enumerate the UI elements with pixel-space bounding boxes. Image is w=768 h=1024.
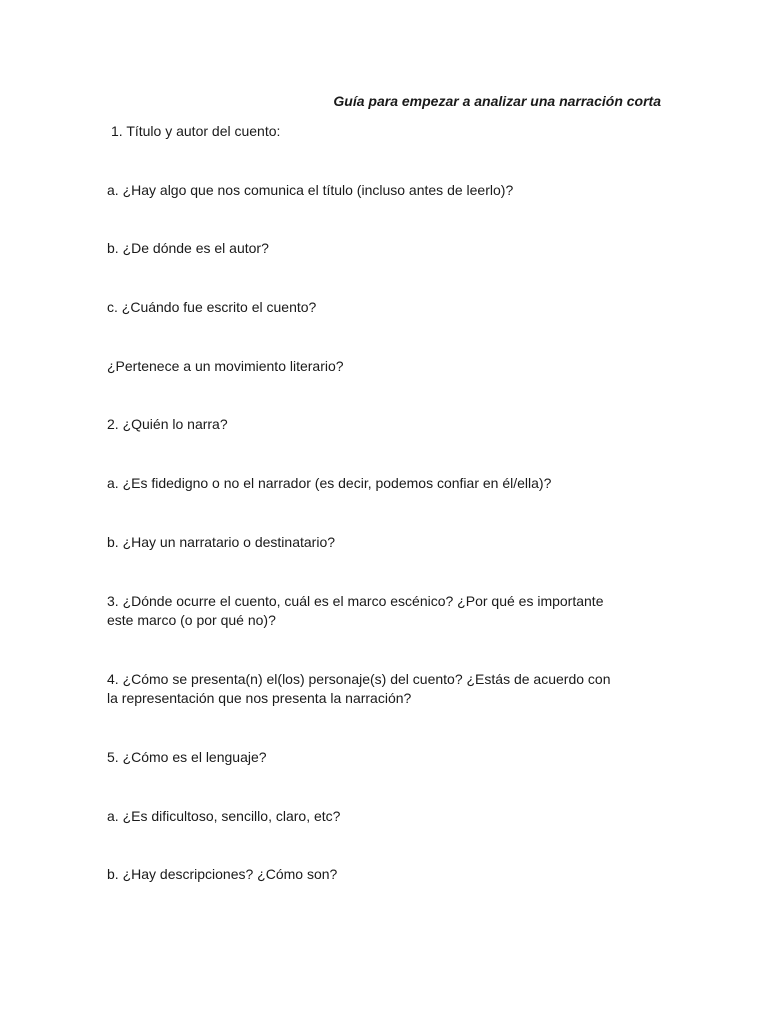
question-5a: a. ¿Es dificultoso, sencillo, claro, etc?: [107, 808, 341, 824]
question-3-line2: este marco (o por qué no)?: [107, 612, 276, 628]
question-2: 2. ¿Quién lo narra?: [107, 416, 228, 432]
question-5b: b. ¿Hay descripciones? ¿Cómo son?: [107, 866, 338, 882]
question-1c: c. ¿Cuándo fue escrito el cuento?: [107, 299, 317, 315]
question-5: 5. ¿Cómo es el lenguaje?: [107, 749, 267, 765]
question-1b: b. ¿De dónde es el autor?: [107, 240, 269, 256]
question-2b: b. ¿Hay un narratario o destinatario?: [107, 534, 336, 550]
question-2a: a. ¿Es fidedigno o no el narrador (es decir, podemos confiar en él/ella)?: [107, 475, 552, 491]
question-1a: a. ¿Hay algo que nos comunica el título (incluso antes de leerlo)?: [107, 182, 514, 198]
question-1c-followup: ¿Pertenece a un movimiento literario?: [107, 358, 344, 374]
document-title: Guía para empezar a analizar una narración corta: [333, 93, 661, 109]
question-4-line2: la representación que nos presenta la narración?: [107, 690, 412, 706]
question-1: 1. Título y autor del cuento:: [111, 123, 281, 139]
question-3-line1: 3. ¿Dónde ocurre el cuento, cuál es el marco escénico? ¿Por qué es importante: [107, 593, 604, 609]
question-4-line1: 4. ¿Cómo se presenta(n) el(los) personaje(s) del cuento? ¿Estás de acuerdo con: [107, 671, 611, 687]
